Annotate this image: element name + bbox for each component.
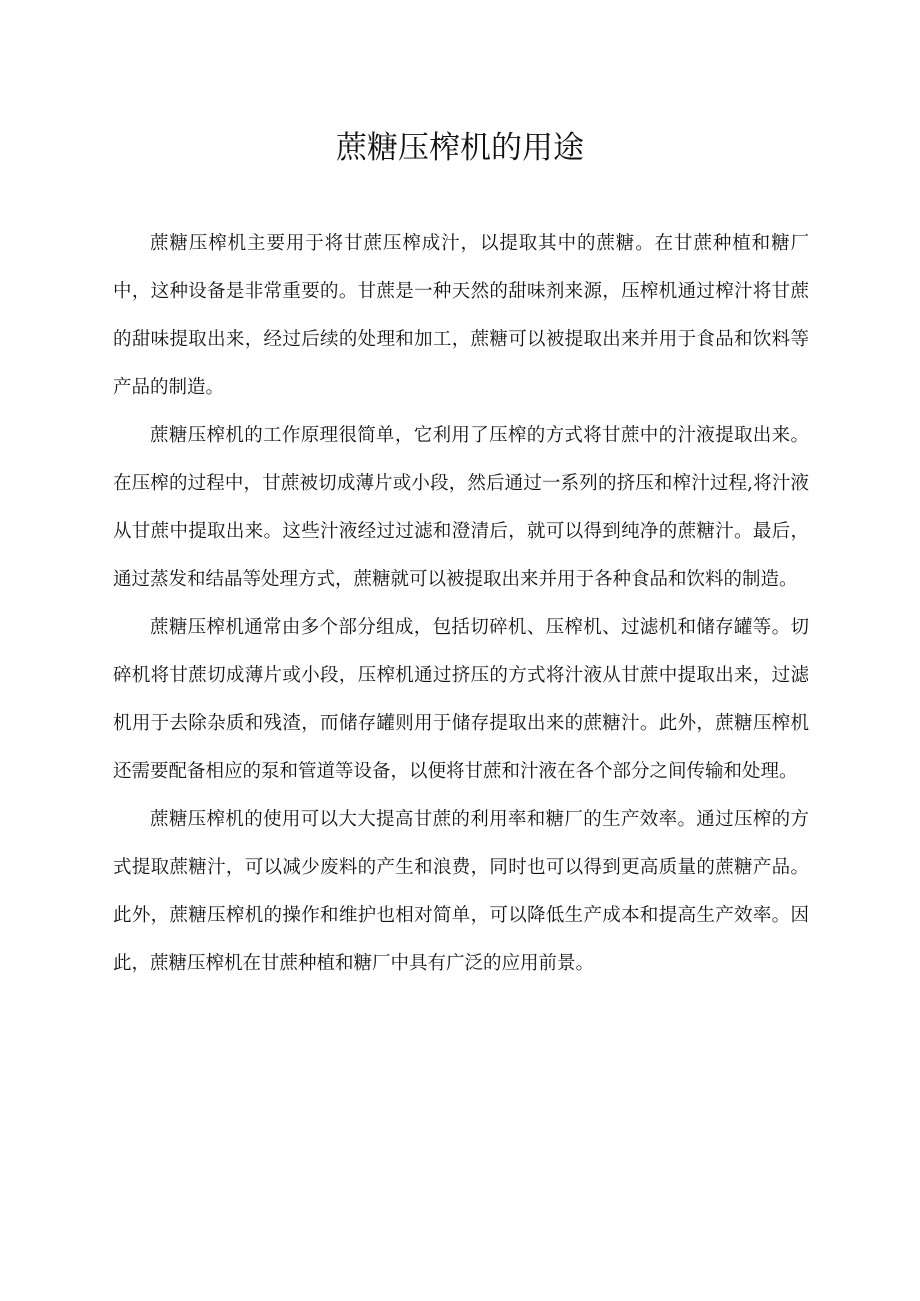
paragraph-4: 蔗糖压榨机的使用可以大大提高甘蔗的利用率和糖厂的生产效率。通过压榨的方式提取蔗糖汁，可以减少废料的产生和浪费，同时也可以得到更高质量的蔗糖产品。此外，蔗糖压榨机的操作和维护也相对简单，可以降低生产成本和提高生产效率。因此，蔗糖压榨机在甘蔗种植和糖厂中具有广泛的应用前景。 [113,809,809,974]
paragraph-3: 蔗糖压榨机通常由多个部分组成，包括切碎机、压榨机、过滤机和储存罐等。切碎机将甘蔗切成薄片或小段，压榨机通过挤压的方式将汁液从甘蔗中提取出来，过滤机用于去除杂质和残渣，而储存罐则用于储存提取出来的蔗糖汁。此外，蔗糖压榨机还需要配备相应的泵和管道等设备，以便将甘蔗和汁液在各个部分之间传输和处理。 [113,617,809,782]
document-body [113,220,809,988]
document-title: 蔗糖压榨机的用途 [336,130,584,166]
paragraph-1: 蔗糖压榨机主要用于将甘蔗压榨成汁，以提取其中的蔗糖。在甘蔗种植和糖厂中，这种设备是非常重要的。甘蔗是一种天然的甜味剂来源，压榨机通过榨汁将甘蔗的甜味提取出来，经过后续的处理和加工，蔗糖可以被提取出来并用于食品和饮料等产品的制造。 [113,233,809,398]
paragraph-2: 蔗糖压榨机的工作原理很简单，它利用了压榨的方式将甘蔗中的汁液提取出来。在压榨的过程中，甘蔗被切成薄片或小段，然后通过一系列的挤压和榨汁过程,将汁液从甘蔗中提取出来。这些汁液经过过滤和澄清后，就可以得到纯净的蔗糖汁。最后，通过蒸发和结晶等处理方式，蔗糖就可以被提取出来并用于各种食品和饮料的制造。 [113,425,809,590]
